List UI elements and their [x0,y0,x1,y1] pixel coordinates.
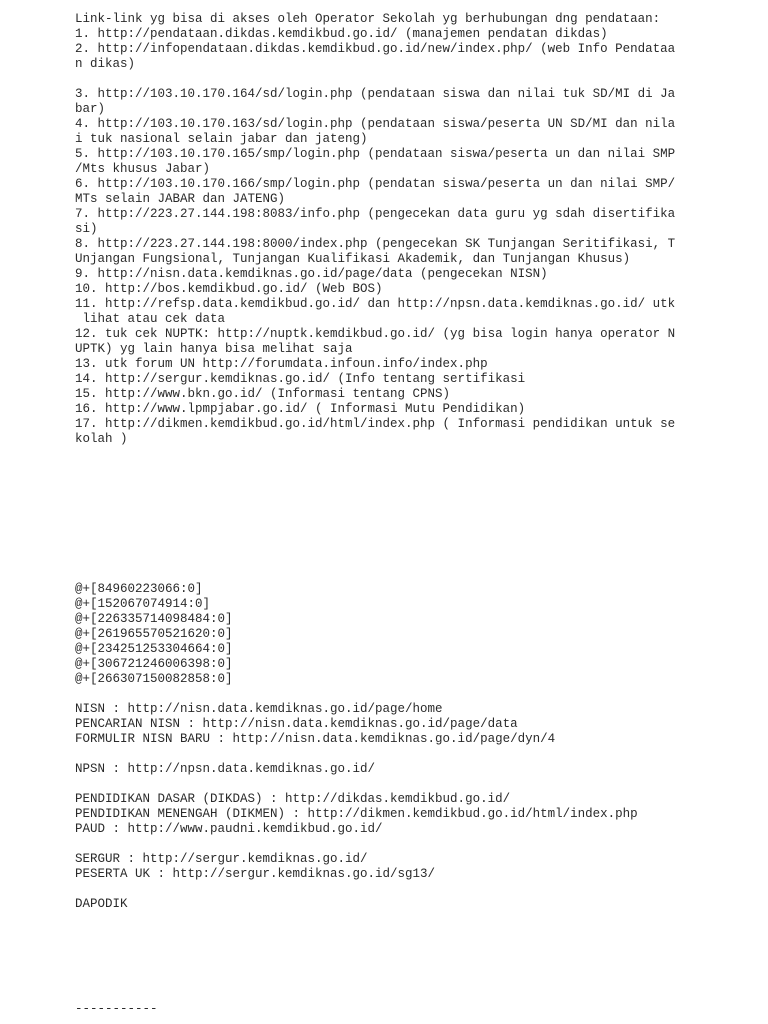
blank-space [75,837,685,852]
npsn-line: NPSN : http://npsn.data.kemdiknas.go.id/ [75,762,376,776]
link-item-continuation: /Mts khusus Jabar) [75,162,211,176]
blank-space [75,747,685,762]
code-line: @+[234251253304664:0] [75,642,233,656]
sergur-line: SERGUR : http://sergur.kemdiknas.go.id/ [75,852,368,866]
sergur-block [75,852,685,882]
link-item: 17. http://dikmen.kemdikbud.go.id/html/index.php ( Informasi pendidikan untuk se [75,417,676,431]
link-item-continuation: i tuk nasional selain jabar dan jateng) [75,132,368,146]
link-item: 15. http://www.bkn.go.id/ (Informasi tentang CPNS) [75,387,451,401]
code-list [75,582,685,687]
intro-text: Link-link yg bisa di akses oleh Operator Sekolah yg berhubungan dng pendataan: [75,12,661,26]
code-line: @+[152067074914:0] [75,597,211,611]
code-line: @+[266307150082858:0] [75,672,233,686]
link-item: 10. http://bos.kemdikbud.go.id/ (Web BOS) [75,282,383,296]
link-item: 8. http://223.27.144.198:8000/index.php (pengecekan SK Tunjangan Seritifikasi, T [75,237,676,251]
nisn-line: NISN : http://nisn.data.kemdiknas.go.id/page/home [75,702,443,716]
link-item: 6. http://103.10.170.166/smp/login.php (pendatan siswa/peserta un dan nilai SMP/ [75,177,676,191]
link-item: 2. http://infopendataan.dikdas.kemdikbud.go.id/new/index.php/ (web Info Pendataa [75,42,676,56]
code-line: @+[306721246006398:0] [75,657,233,671]
link-item: 5. http://103.10.170.165/smp/login.php (pendataan siswa/peserta un dan nilai SMP [75,147,676,161]
link-item-continuation: Unjangan Fungsional, Tunjangan Kualifikasi Akademik, dan Tunjangan Khusus) [75,252,631,266]
separator-line: ----------- [75,1002,158,1016]
link-item: 13. utk forum UN http://forumdata.infoun.info/index.php [75,357,488,371]
blank-space [75,912,685,1002]
nisn-line: FORMULIR NISN BARU : http://nisn.data.kemdiknas.go.id/page/dyn/4 [75,732,556,746]
blank-space [75,447,685,582]
education-block [75,792,685,837]
blank-space [75,882,685,897]
link-item: 3. http://103.10.170.164/sd/login.php (pendataan siswa dan nilai tuk SD/MI di Ja [75,87,676,101]
link-item: 4. http://103.10.170.163/sd/login.php (pendataan siswa/peserta UN SD/MI dan nila [75,117,676,131]
code-line: @+[261965570521620:0] [75,627,233,641]
link-item: 14. http://sergur.kemdiknas.go.id/ (Info tentang sertifikasi [75,372,526,386]
link-item: 1. http://pendataan.dikdas.kemdikbud.go.id/ (manajemen pendatan dikdas) [75,27,608,41]
blank-space [75,687,685,702]
link-list [75,27,685,447]
education-line: PENDIDIKAN MENENGAH (DIKMEN) : http://dikmen.kemdikbud.go.id/html/index.php [75,807,638,821]
document-page [75,12,685,1017]
link-item-continuation: kolah ) [75,432,128,446]
dapodik-heading: DAPODIK [75,897,128,911]
link-item: 16. http://www.lpmpjabar.go.id/ ( Informasi Mutu Pendidikan) [75,402,526,416]
link-item-continuation: bar) [75,102,106,116]
link-item: 9. http://nisn.data.kemdiknas.go.id/page/data (pengecekan NISN) [75,267,548,281]
link-item-continuation: lihat atau cek data [75,312,226,326]
blank-space [75,777,685,792]
sergur-line: PESERTA UK : http://sergur.kemdiknas.go.id/sg13/ [75,867,436,881]
link-item: 11. http://refsp.data.kemdikbud.go.id/ dan http://npsn.data.kemdiknas.go.id/ utk [75,297,676,311]
code-line: @+[226335714098484:0] [75,612,233,626]
code-line: @+[84960223066:0] [75,582,203,596]
link-item: 12. tuk cek NUPTK: http://nuptk.kemdikbud.go.id/ (yg bisa login hanya operator N [75,327,676,341]
link-item-continuation: n dikas) [75,57,136,71]
education-line: PENDIDIKAN DASAR (DIKDAS) : http://dikdas.kemdikbud.go.id/ [75,792,511,806]
link-item-continuation: si) [75,222,98,236]
link-item [75,72,685,87]
education-line: PAUD : http://www.paudni.kemdikbud.go.id/ [75,822,383,836]
link-item: 7. http://223.27.144.198:8083/info.php (pengecekan data guru yg sdah disertifika [75,207,676,221]
nisn-block [75,702,685,747]
nisn-line: PENCARIAN NISN : http://nisn.data.kemdiknas.go.id/page/data [75,717,518,731]
link-item-continuation: UPTK) yg lain hanya bisa melihat saja [75,342,353,356]
link-item-continuation: MTs selain JABAR dan JATENG) [75,192,286,206]
